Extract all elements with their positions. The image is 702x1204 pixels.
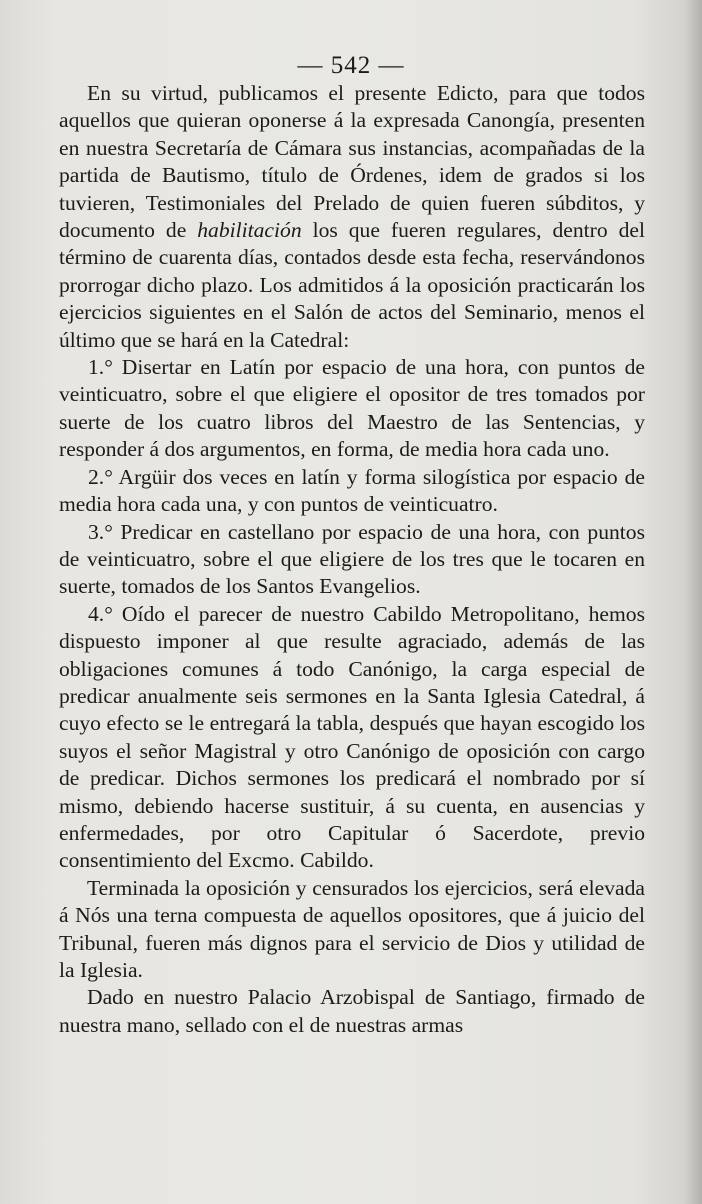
page-number: — 542 — [297,52,405,79]
habilitacion-italic-word: habilitación [197,218,302,243]
paragraph-edict-intro-part1: En su virtud, publicamos el presente Edicto, para que todos aquellos que quieran oponerse á la expresada Canongía, presenten en nuestra Secretaría de Cámara sus instancias, acompañadas de la partida de Bautismo, título de Órdenes, idem de grados si los tuvieren, Testimoniales del Prelado de quien fueren súbditos, y documento de [59,81,645,243]
paragraph-edict-intro-part2: los que fueren regulares, dentro del término de cuarenta días, contados desde esta fecha, reservándonos prorrogar dicho plazo. Los admitidos á la oposición practicarán los ejercicios siguientes en el Salón de actos del Seminario, menos el último que se hará en la Catedral: [59,218,645,352]
paragraph-edict-intro [59,80,645,354]
paragraph-terna: Terminada la oposición y censurados los ejercicios, será elevada á Nós una terna compuesta de aquellos opositores, que á juicio del Tribunal, fueren más dignos para el servicio de Dios y utilidad de la Iglesia. [59,875,645,982]
exercise-item-3: 3.° Predicar en castellano por espacio de una hora, con puntos de veinticuatro, sobre el que eligiere de los tres que le tocaren en suerte, tomados de los Santos Evangelios. [59,519,645,599]
exercise-item-1: 1.° Disertar en Latín por espacio de una hora, con puntos de veinticuatro, sobre el que eligiere el opositor de tres tomados por suerte de los cuatro libros del Maestro de las Sentencias, y responder á dos argumentos, en forma, de media hora cada uno. [59,355,645,462]
paragraph-dado-en: Dado en nuestro Palacio Arzobispal de Santiago, firmado de nuestra mano, sellado con el de nuestras armas [59,985,645,1037]
exercise-item-2: 2.° Argüir dos veces en latín y forma silogística por espacio de media hora cada una, y con puntos de veinticuatro. [59,464,645,517]
page-edge-shadow [684,0,702,1204]
obligation-item-4: 4.° Oído el parecer de nuestro Cabildo Metropolitano, hemos dispuesto imponer al que resulte agraciado, además de las obligaciones comunes á todo Canónigo, la carga especial de predicar anualmente seis sermones en la Santa Iglesia Catedral, á cuyo efecto se le entregará la tabla, después que hayan escogido los suyos el señor Magistral y otro Canónigo de oposición con cargo de predicar. Dichos sermones los predicará el nombrado por sí mismo, debiendo hacerse sustituir, á su cuenta, en ausencias y enfermedades, por otro Capitular ó Sacerdote, previo consentimiento del Excmo. Cabildo. [59,601,645,873]
edict-text-body [59,80,645,1039]
